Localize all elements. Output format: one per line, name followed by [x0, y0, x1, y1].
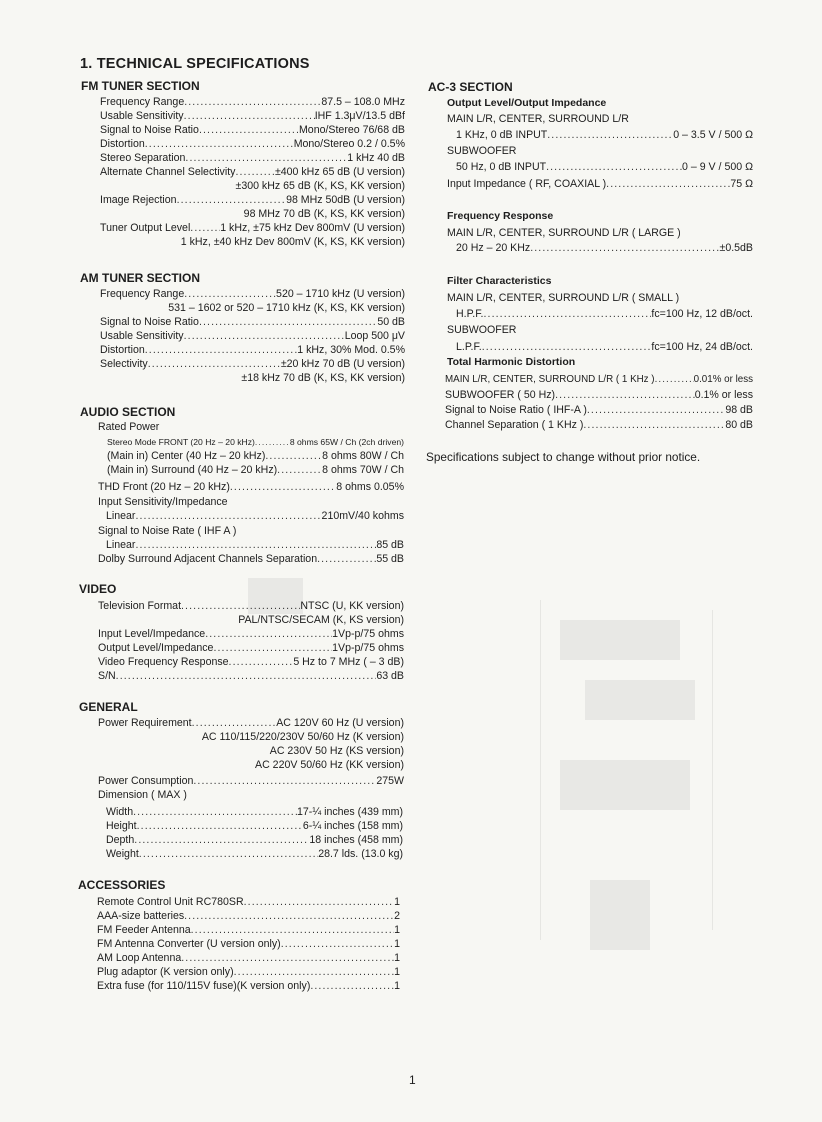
accessory-name: AM Loop Antenna	[97, 952, 182, 964]
spec-row	[107, 449, 404, 463]
spec-continuation: 531 – 1602 or 520 – 1710 kHz (K, KS, KK version)	[168, 302, 405, 314]
spec-label: Dolby Surround Adjacent Channels Separation	[98, 553, 318, 565]
accessory-qty: 1	[394, 966, 400, 978]
spec-label: Television Format	[98, 600, 182, 612]
spec-value: 98 MHz 50dB (U version)	[286, 194, 405, 206]
spec-row	[98, 480, 404, 494]
spec-row	[100, 343, 405, 357]
spec-label: 1 KHz, 0 dB INPUT	[456, 129, 548, 141]
spec-row	[100, 221, 405, 235]
spec-row	[100, 193, 405, 207]
spec-row	[447, 177, 753, 191]
spec-row	[98, 716, 404, 730]
spec-row	[98, 599, 404, 613]
ac3-filter-subwoofer: SUBWOOFER	[447, 324, 517, 336]
spec-label: Input Level/Impedance	[98, 628, 206, 640]
spec-row	[100, 123, 405, 137]
spec-row	[98, 774, 404, 788]
spec-row	[445, 373, 753, 387]
audio-spec-list	[107, 435, 404, 477]
spec-value: 80 dB	[725, 419, 753, 431]
general-spec-list	[98, 716, 404, 802]
accessory-name: Remote Control Unit RC780SR	[97, 896, 244, 908]
spec-label: Height	[106, 820, 137, 832]
list-item	[97, 895, 400, 909]
spec-row	[100, 109, 405, 123]
spec-label: H.P.F.	[456, 308, 484, 320]
spec-label: Channel Separation ( 1 KHz )	[445, 419, 584, 431]
accessory-qty: 1	[394, 952, 400, 964]
spec-value: 8 ohms 65W / Ch (2ch driven)	[289, 437, 404, 447]
spec-continuation: PAL/NTSC/SECAM (K, KS version)	[238, 614, 404, 626]
accessory-qty: 1	[394, 896, 400, 908]
spec-continuation: 98 MHz 70 dB (K, KS, KK version)	[243, 208, 405, 220]
spec-label: MAIN L/R, CENTER, SURROUND L/R ( 1 KHz )	[445, 374, 655, 385]
spec-value: 87.5 – 108.0 MHz	[321, 96, 405, 108]
audio-heading: AUDIO SECTION	[80, 405, 176, 419]
spec-label: Image Rejection	[100, 194, 177, 206]
spec-row	[445, 403, 753, 417]
spec-value: 0.01% or less	[693, 374, 753, 385]
spec-value: AC 120V 60 Hz (U version)	[276, 717, 404, 729]
ac3-lpf-row	[456, 340, 753, 354]
spec-row	[445, 418, 753, 432]
am-spec-list	[100, 287, 405, 385]
spec-continuation: AC 110/115/220/230V 50/60 Hz (K version)	[201, 731, 404, 743]
spec-row	[456, 128, 753, 142]
spec-label: Usable Sensitivity	[100, 330, 184, 342]
spec-label: Input Sensitivity/Impedance	[98, 496, 228, 508]
spec-row	[98, 641, 404, 655]
spec-label: Usable Sensitivity	[100, 110, 184, 122]
accessory-qty: 1	[394, 924, 400, 936]
spec-row	[106, 805, 403, 819]
list-item	[97, 937, 400, 951]
spec-label: Frequency Range	[100, 288, 185, 300]
spec-row	[98, 655, 404, 669]
spec-label: (Main in) Center (40 Hz – 20 kHz)	[107, 450, 266, 462]
spec-label: Power Requirement	[98, 717, 192, 729]
accessory-name: AAA-size batteries	[97, 910, 185, 922]
spec-row	[98, 552, 404, 566]
spec-value: 8 ohms 0.05%	[336, 481, 404, 493]
spec-label: 50 Hz, 0 dB INPUT	[456, 161, 547, 173]
dimension-list	[106, 805, 403, 861]
spec-value: 18 inches (458 mm)	[309, 834, 403, 846]
ac3-thd-subheading: Total Harmonic Distortion	[447, 356, 576, 368]
spec-label: Selectivity	[100, 358, 148, 370]
page-number: 1	[409, 1073, 416, 1087]
spec-value: 17-¼ inches (439 mm)	[297, 806, 403, 818]
spec-row	[100, 137, 405, 151]
spec-value: 6-¼ inches (158 mm)	[302, 820, 403, 832]
accessory-name: Extra fuse (for 110/115V fuse)(K version only)	[97, 980, 311, 992]
spec-continuation: ±18 kHz 70 dB (K, KS, KK version)	[241, 372, 405, 384]
spec-value: 1 kHz 40 dB	[347, 152, 405, 164]
ac3-main-label: MAIN L/R, CENTER, SURROUND L/R	[447, 113, 629, 125]
spec-value: 0 – 3.5 V / 500 Ω	[673, 129, 753, 141]
spec-value: 75 Ω	[730, 178, 753, 190]
list-item	[97, 979, 400, 993]
spec-value: 1Vp-p/75 ohms	[332, 628, 404, 640]
video-heading: VIDEO	[79, 582, 117, 596]
spec-label: Power Consumption	[98, 775, 194, 787]
spec-continuation: AC 230V 50 Hz (KS version)	[269, 745, 404, 757]
spec-row	[100, 357, 405, 371]
accessory-qty: 1	[394, 980, 400, 992]
spec-row	[100, 315, 405, 329]
spec-row	[106, 819, 403, 833]
ac3-subwoofer-label: SUBWOOFER	[447, 145, 517, 157]
spec-row	[98, 669, 404, 683]
spec-value: 8 ohms 80W / Ch	[322, 450, 404, 462]
spec-value: IHF 1.3μV/13.5 dBf	[314, 110, 405, 122]
list-item	[97, 951, 400, 965]
ac3-heading: AC-3 SECTION	[428, 80, 513, 94]
spec-row	[100, 329, 405, 343]
ac3-input-impedance	[447, 177, 753, 191]
spec-label: Distortion	[100, 138, 145, 150]
ac3-output-sub	[456, 160, 753, 174]
spec-label: L.P.F.	[456, 341, 482, 353]
ac3-hpf-row	[456, 307, 753, 321]
spec-value: 0.1% or less	[694, 389, 753, 401]
spec-label: Signal to Noise Ratio ( IHF-A )	[445, 404, 587, 416]
ac3-filter-subheading: Filter Characteristics	[447, 275, 552, 287]
list-item	[97, 909, 400, 923]
notice-text: Specifications subject to change without prior notice.	[426, 450, 701, 464]
bleed-through-mark	[560, 620, 680, 660]
spec-row	[100, 151, 405, 165]
fm-heading: FM TUNER SECTION	[81, 79, 200, 93]
spec-row	[106, 847, 403, 861]
spec-continuation: AC 220V 50/60 Hz (KK version)	[255, 759, 404, 771]
spec-label: Alternate Channel Selectivity	[100, 166, 236, 178]
accessory-qty: 1	[394, 938, 400, 950]
spec-value: Loop 500 μV	[344, 330, 405, 342]
list-item	[97, 923, 400, 937]
spec-label: Weight	[106, 848, 139, 860]
ac3-freq-row	[456, 241, 753, 255]
spec-label: Distortion	[100, 344, 145, 356]
rated-power-label: Rated Power	[98, 421, 160, 433]
spec-label: Dimension ( MAX )	[98, 789, 187, 801]
spec-value: ±400 kHz 65 dB (U version)	[274, 166, 405, 178]
spec-value: 8 ohms 70W / Ch	[322, 464, 404, 476]
bleed-through-mark	[585, 680, 695, 720]
spec-label: Linear	[106, 539, 136, 551]
spec-value: 63 dB	[376, 670, 404, 682]
am-heading: AM TUNER SECTION	[80, 271, 200, 285]
spec-value: 275W	[376, 775, 404, 787]
spec-row	[98, 627, 404, 641]
spec-value: 0 – 9 V / 500 Ω	[682, 161, 753, 173]
accessories-list	[97, 895, 400, 993]
spec-value: 5 Hz to 7 MHz ( – 3 dB)	[293, 656, 404, 668]
audio-spec-list-2	[98, 480, 404, 566]
spec-label: S/N	[98, 670, 116, 682]
accessory-name: FM Antenna Converter (U version only)	[97, 938, 281, 950]
bleed-through-line	[540, 600, 541, 940]
spec-value: ±20 kHz 70 dB (U version)	[280, 358, 405, 370]
ac3-output-subheading: Output Level/Output Impedance	[447, 97, 607, 109]
ac3-freq-main: MAIN L/R, CENTER, SURROUND L/R ( LARGE )	[447, 227, 681, 239]
spec-value: Mono/Stereo 76/68 dB	[298, 124, 405, 136]
spec-row	[456, 241, 753, 255]
bleed-through-mark	[560, 760, 690, 810]
spec-label: Output Level/Impedance	[98, 642, 214, 654]
ac3-output-main	[456, 128, 753, 142]
accessory-name: FM Feeder Antenna	[97, 924, 191, 936]
accessory-name: Plug adaptor (K version only)	[97, 966, 234, 978]
spec-label: Signal to Noise Ratio	[100, 124, 199, 136]
spec-row	[107, 463, 404, 477]
spec-label: Signal to Noise Ratio	[100, 316, 199, 328]
spec-label: THD Front (20 Hz – 20 kHz)	[98, 481, 230, 493]
spec-value: 98 dB	[725, 404, 753, 416]
spec-value: 520 – 1710 kHz (U version)	[276, 288, 405, 300]
spec-row	[106, 833, 403, 847]
ac3-thd-list	[445, 373, 753, 432]
spec-value: 1 kHz, 30% Mod. 0.5%	[297, 344, 405, 356]
spec-continuation: ±300 kHz 65 dB (K, KS, KK version)	[235, 180, 405, 192]
accessories-heading: ACCESSORIES	[78, 878, 166, 892]
spec-row	[456, 340, 753, 354]
spec-continuation: 1 kHz, ±40 kHz Dev 800mV (K, KS, KK version)	[180, 236, 405, 248]
spec-value: fc=100 Hz, 12 dB/oct.	[651, 308, 753, 320]
ac3-filter-main: MAIN L/R, CENTER, SURROUND L/R ( SMALL )	[447, 292, 680, 304]
spec-value: NTSC (U, KK version)	[300, 600, 404, 612]
fm-spec-list	[100, 95, 405, 249]
bleed-through-line	[712, 610, 713, 930]
spec-row	[100, 95, 405, 109]
spec-row	[100, 287, 405, 301]
spec-label: Frequency Range	[100, 96, 185, 108]
spec-row	[107, 435, 404, 449]
spec-label: Input Impedance ( RF, COAXIAL )	[447, 178, 607, 190]
spec-label: (Main in) Surround (40 Hz – 20 kHz)	[107, 464, 278, 476]
spec-row	[106, 509, 404, 523]
spec-label: Stereo Mode FRONT (20 Hz – 20 kHz)	[107, 437, 255, 447]
bleed-through-mark	[590, 880, 650, 950]
spec-value: Mono/Stereo 0.2 / 0.5%	[293, 138, 405, 150]
spec-value: 210mV/40 kohms	[321, 510, 404, 522]
spec-row	[100, 165, 405, 179]
spec-value: 50 dB	[377, 316, 405, 328]
accessory-qty: 2	[394, 910, 400, 922]
spec-label: Width	[106, 806, 134, 818]
video-spec-list	[98, 599, 404, 683]
spec-label: Signal to Noise Rate ( IHF A )	[98, 525, 237, 537]
spec-label: Linear	[106, 510, 136, 522]
ac3-freq-subheading: Frequency Response	[447, 210, 554, 222]
spec-row	[456, 307, 753, 321]
general-heading: GENERAL	[79, 700, 138, 714]
page-title: 1. TECHNICAL SPECIFICATIONS	[80, 56, 310, 72]
list-item	[97, 965, 400, 979]
spec-value: ±0.5dB	[719, 242, 753, 254]
spec-row	[445, 388, 753, 402]
spec-label: SUBWOOFER ( 50 Hz)	[445, 389, 556, 401]
spec-value: 55 dB	[376, 553, 404, 565]
spec-value: 1Vp-p/75 ohms	[332, 642, 404, 654]
spec-row	[456, 160, 753, 174]
spec-label: Video Frequency Response	[98, 656, 229, 668]
spec-value: 28.7 lds. (13.0 kg)	[318, 848, 403, 860]
spec-label: 20 Hz – 20 KHz	[456, 242, 531, 254]
spec-row	[106, 538, 404, 552]
spec-value: fc=100 Hz, 24 dB/oct.	[651, 341, 753, 353]
spec-value: 85 dB	[376, 539, 404, 551]
spec-label: Depth	[106, 834, 135, 846]
spec-value: 1 kHz, ±75 kHz Dev 800mV (U version)	[220, 222, 405, 234]
spec-label: Stereo Separation	[100, 152, 186, 164]
spec-label: Tuner Output Level	[100, 222, 191, 234]
